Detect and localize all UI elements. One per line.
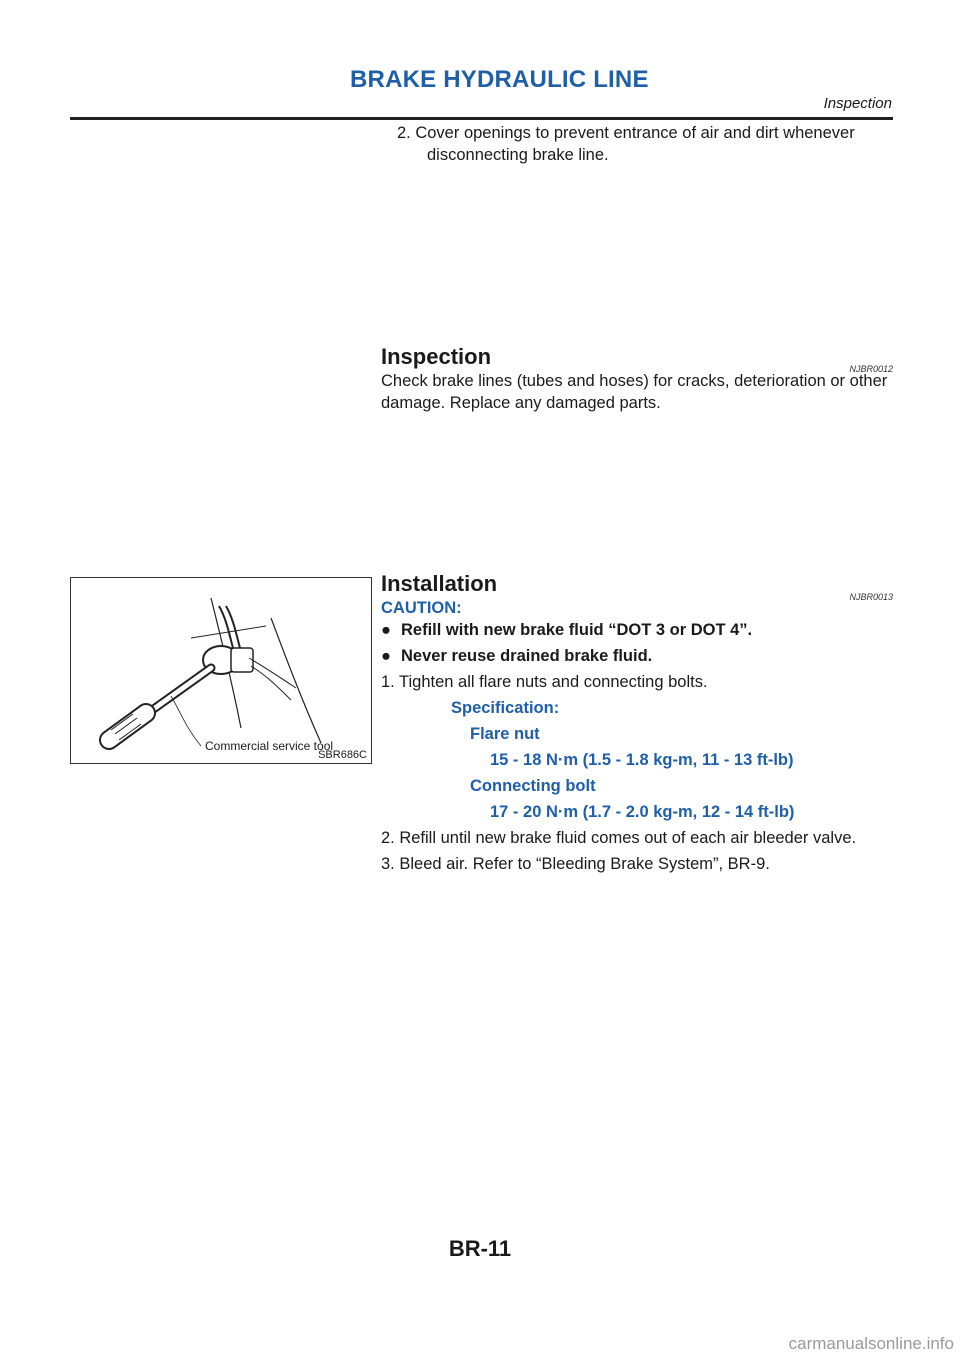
header-rule [70, 117, 893, 120]
section-title: BRAKE HYDRAULIC LINE [350, 66, 649, 93]
intro-block [381, 122, 893, 166]
install-step-1: 1. Tighten all flare nuts and connecting bolts. [381, 673, 708, 691]
intro-step-2: 2. Cover openings to prevent entrance of air and dirt whenever disconnecting brake line. [397, 124, 855, 164]
caution-label: CAUTION: [381, 599, 462, 617]
inspection-heading: Inspection [381, 344, 492, 369]
watermark: carmanualsonline.info [788, 1334, 954, 1353]
inspection-code: NJBR0012 [849, 364, 893, 374]
installation-heading: Installation [381, 571, 498, 596]
figure-label: Commercial service tool [205, 739, 334, 753]
caution-bullet: ● Refill with new brake fluid “DOT 3 or DOT 4”. [381, 621, 753, 639]
figure-caption: SBR686C [318, 749, 367, 761]
inspection-body: Check brake lines (tubes and hoses) for cracks, deterioration or other damage. Replace any damaged parts. [381, 372, 888, 412]
install-step-2: 2. Refill until new brake fluid comes out of each air bleeder valve. [381, 829, 857, 847]
install-step-3: 3. Bleed air. Refer to “Bleeding Brake System”, BR-9. [381, 855, 770, 873]
service-tool-figure [70, 577, 372, 764]
caution-bullet: ● Never reuse drained brake fluid. [381, 647, 653, 665]
connecting-bolt-value: 17 - 20 N·m (1.7 - 2.0 kg-m, 12 - 14 ft-lb) [490, 803, 795, 821]
page-number: BR-11 [448, 1236, 512, 1261]
section-subtitle: Inspection [823, 95, 892, 112]
installation-body [381, 597, 893, 879]
connecting-bolt-label: Connecting bolt [470, 777, 596, 795]
flare-nut-value: 15 - 18 N·m (1.5 - 1.8 kg-m, 11 - 13 ft-lb) [490, 751, 794, 769]
flare-nut-label: Flare nut [470, 725, 540, 743]
spec-label: Specification: [451, 699, 560, 717]
wrench-illustration [71, 578, 371, 763]
installation-code: NJBR0013 [849, 592, 893, 602]
